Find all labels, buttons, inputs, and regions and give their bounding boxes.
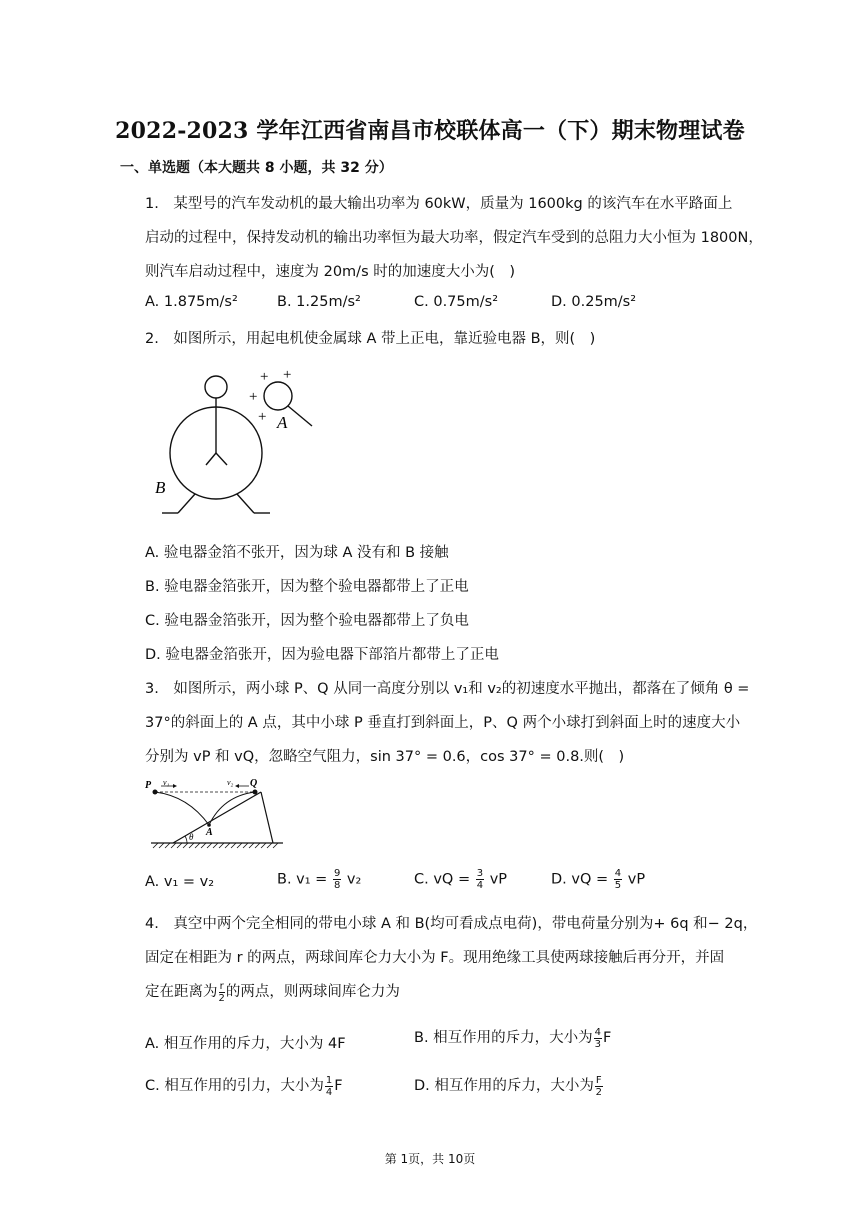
denominator: 4 — [325, 1086, 333, 1098]
label-q: Q — [250, 778, 258, 789]
label-v2: v₂ — [227, 778, 234, 787]
q3-option-c[interactable] — [414, 868, 507, 891]
numerator: 1 — [325, 1074, 333, 1086]
denominator: 3 — [594, 1038, 602, 1050]
q3-option-c-prefix: C. vQ = — [414, 871, 471, 888]
q4-line3-prefix: 定在距离为 — [145, 984, 218, 1000]
q3-line1: 3. 如图所示，两小球 P、Q 从同一高度分别以 v₁和 v₂的初速度水平抛出，都落在了倾角 θ = — [145, 681, 750, 697]
electroscope-knob — [205, 376, 227, 398]
label-a: A — [277, 413, 288, 432]
q2-option-b[interactable]: B. 验电器金箔张开，因为整个验电器都带上了正电 — [145, 579, 469, 595]
plus-sign: + — [249, 389, 258, 405]
incline — [173, 792, 261, 843]
foil-left — [206, 453, 216, 465]
denominator: 4 — [476, 880, 484, 891]
label-v1: v₁ — [163, 778, 170, 787]
numerator: F — [595, 1074, 602, 1086]
foil-right — [216, 453, 227, 465]
q3-option-a[interactable]: A. v₁ = v₂ — [145, 874, 215, 890]
page-footer: 第 1页，共 10页 — [384, 1152, 476, 1166]
q3-option-d-suffix: vP — [627, 871, 646, 888]
q4-line1: 4. 真空中两个完全相同的带电小球 A 和 B(均可看成点电荷)，带电荷量分别为+ 6q 和− 2q， — [145, 916, 758, 932]
section-heading: 一、单选题（本大题共 8 小题，共 32 分） — [120, 160, 393, 176]
page-title: 2022-2023 学年江西省南昌市校联体高一（下）期末物理试卷 — [115, 118, 745, 144]
metal-sphere-a — [264, 382, 292, 410]
denominator: 2 — [218, 992, 225, 1004]
q4-line3 — [145, 980, 400, 1004]
q1-option-c[interactable]: C. 0.75m/s² — [414, 294, 499, 310]
q4-option-d[interactable] — [414, 1074, 604, 1098]
q4-option-a[interactable]: A. 相互作用的斥力，大小为 4F — [145, 1036, 346, 1052]
denominator: 8 — [333, 880, 341, 891]
q3-option-b[interactable] — [277, 868, 361, 891]
q3-line2: 37°的斜面上的 A 点，其中小球 P 垂直打到斜面上，P、Q 两个小球打到斜面上时的速度大小 — [145, 715, 741, 731]
q3-option-d-prefix: D. vQ = — [551, 871, 609, 888]
q1-line3: 则汽车启动过程中，速度为 20m/s 时的加速度大小为( ) — [145, 264, 516, 280]
q1-option-b[interactable]: B. 1.25m/s² — [277, 294, 361, 310]
label-b: B — [155, 478, 166, 497]
q2-line1: 2. 如图所示，用起电机使金属球 A 带上正电，靠近验电器 B，则( ) — [145, 331, 596, 347]
plus-sign: + — [283, 367, 292, 383]
numerator: 3 — [476, 868, 484, 879]
numerator: 9 — [333, 868, 341, 879]
ball-p — [153, 790, 158, 795]
label-theta: θ — [189, 832, 194, 842]
q4-line3-suffix: 的两点，则两球间库仑力为 — [225, 984, 400, 1000]
q1-option-d[interactable]: D. 0.25m/s² — [551, 294, 637, 310]
q3-option-b-prefix: B. v₁ = — [277, 871, 328, 888]
numerator: 4 — [614, 868, 622, 879]
q4-distance-fraction — [219, 981, 225, 1004]
numerator: 4 — [594, 1026, 602, 1038]
q3-line3: 分别为 vP 和 vQ，忽略空气阻力，sin 37° = 0.6，cos 37° = 0.8.则( ) — [145, 749, 625, 765]
q1-line1: 1. 某型号的汽车发动机的最大输出功率为 60kW，质量为 1600kg 的该汽车在水平路面上 — [145, 196, 733, 212]
q4-option-b-suffix: F — [603, 1030, 612, 1046]
q2-option-c[interactable]: C. 验电器金箔张开，因为整个验电器都带上了负电 — [145, 613, 469, 629]
insulating-handle — [288, 406, 312, 426]
plus-sign: + — [260, 369, 269, 385]
q3-option-d-fraction — [614, 868, 622, 891]
q4-option-b-fraction — [594, 1027, 602, 1050]
q3-option-d[interactable] — [551, 868, 645, 891]
q4-option-c-fraction — [325, 1075, 333, 1098]
q4-option-c-prefix: C. 相互作用的引力，大小为 — [145, 1078, 324, 1094]
q4-option-c[interactable] — [145, 1074, 343, 1098]
q2-option-d[interactable]: D. 验电器金箔张开，因为验电器下部箔片都带上了正电 — [145, 647, 499, 663]
q3-option-b-suffix: v₂ — [346, 871, 362, 888]
electroscope-figure — [150, 365, 320, 520]
q4-option-b[interactable] — [414, 1026, 611, 1050]
label-a-point: A — [206, 827, 213, 838]
q4-option-d-fraction — [595, 1075, 603, 1098]
numerator: r — [219, 980, 224, 992]
q4-option-b-prefix: B. 相互作用的斥力，大小为 — [414, 1030, 593, 1046]
projectile-incline-figure — [143, 774, 288, 852]
trajectory-p — [155, 792, 209, 825]
denominator: 2 — [595, 1086, 602, 1098]
q3-option-b-fraction — [333, 868, 341, 891]
plus-sign: + — [258, 409, 267, 425]
q3-option-c-suffix: vP — [489, 871, 508, 888]
q2-option-a[interactable]: A. 验电器金箔不张开，因为球 A 没有和 B 接触 — [145, 545, 449, 561]
q4-option-d-prefix: D. 相互作用的斥力，大小为 — [414, 1078, 594, 1094]
denominator: 5 — [614, 880, 622, 891]
q3-option-c-fraction — [476, 868, 484, 891]
ball-q — [253, 790, 258, 795]
label-p: P — [145, 780, 152, 791]
q1-line2: 启动的过程中，保持发动机的输出功率恒为最大功率，假定汽车受到的总阻力大小恒为 1800N， — [145, 230, 763, 246]
q4-line2: 固定在相距为 r 的两点，两球间库仑力大小为 F。现用绝缘工具使两球接触后再分开，并固 — [145, 950, 725, 966]
q1-option-a[interactable]: A. 1.875m/s² — [145, 294, 238, 310]
q4-option-c-suffix: F — [334, 1078, 343, 1094]
